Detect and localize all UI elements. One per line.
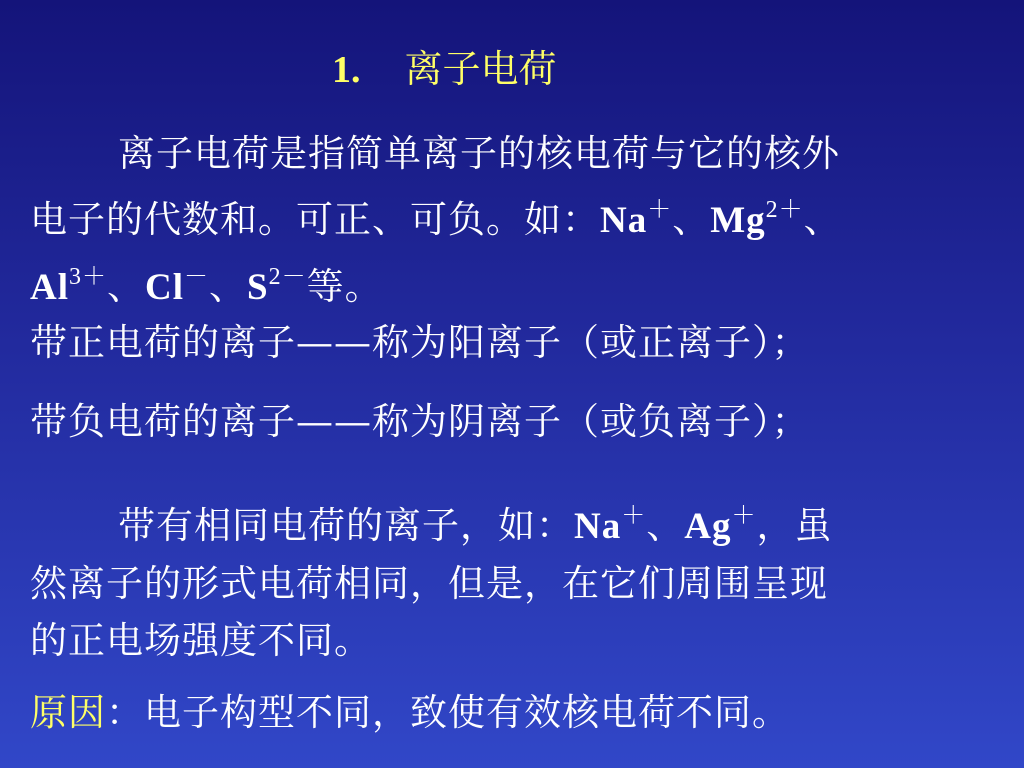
separator: 、 <box>209 265 247 308</box>
cation-definition: 带正电荷的离子——称为阳离子（或正离子）； <box>30 321 810 364</box>
ion-symbol: Mg <box>710 200 766 241</box>
ion-symbol: Ag <box>684 506 732 547</box>
ion-charge: ＋ <box>647 197 673 223</box>
ion-symbol: Cl <box>145 267 184 308</box>
ion-charge: ＋ <box>731 503 757 529</box>
ion-symbol: S <box>247 267 269 308</box>
reason-text: ：电子构型不同，致使有效核电荷不同。 <box>106 691 790 734</box>
reason-label: 原因 <box>30 691 106 734</box>
separator: 、 <box>646 504 685 547</box>
same-charge-line-3: 的正电场强度不同。 <box>30 619 372 662</box>
same-charge-line-2: 然离子的形式电荷相同，但是，在它们周围呈现 <box>30 562 828 605</box>
separator: 、 <box>107 265 145 308</box>
ion-charge: 3＋ <box>69 264 107 290</box>
title-text: 离子电荷 <box>404 47 557 91</box>
ion-charge: 2－ <box>268 264 307 290</box>
title-number: 1. <box>332 49 361 91</box>
separator: 、 <box>803 198 842 241</box>
ion-charge: ＋ <box>621 503 647 529</box>
definition-paragraph <box>30 125 1020 316</box>
ion-symbol: Na <box>574 506 622 547</box>
anion-definition: 带负电荷的离子——称为阴离子（或负离子）； <box>30 400 810 443</box>
ion-symbol: Al <box>30 267 69 308</box>
ion-charge: － <box>184 264 209 290</box>
reason-paragraph <box>30 684 1020 741</box>
same-charge-after: ，虽 <box>756 504 833 547</box>
ion-charge: 2＋ <box>765 197 804 223</box>
same-charge-paragraph <box>30 488 1020 669</box>
same-charge-lead: 带有相同电荷的离子，如： <box>118 504 574 547</box>
separator: 、 <box>672 198 711 241</box>
definition-line-2: 电子的代数和。可正、可负。如： <box>30 198 600 241</box>
slide-title <box>332 38 557 93</box>
definition-ending: 等。 <box>306 265 383 308</box>
ion-symbol: Na <box>600 200 648 241</box>
definition-line-1: 离子电荷是指简单离子的核电荷与它的核外 <box>118 132 840 175</box>
